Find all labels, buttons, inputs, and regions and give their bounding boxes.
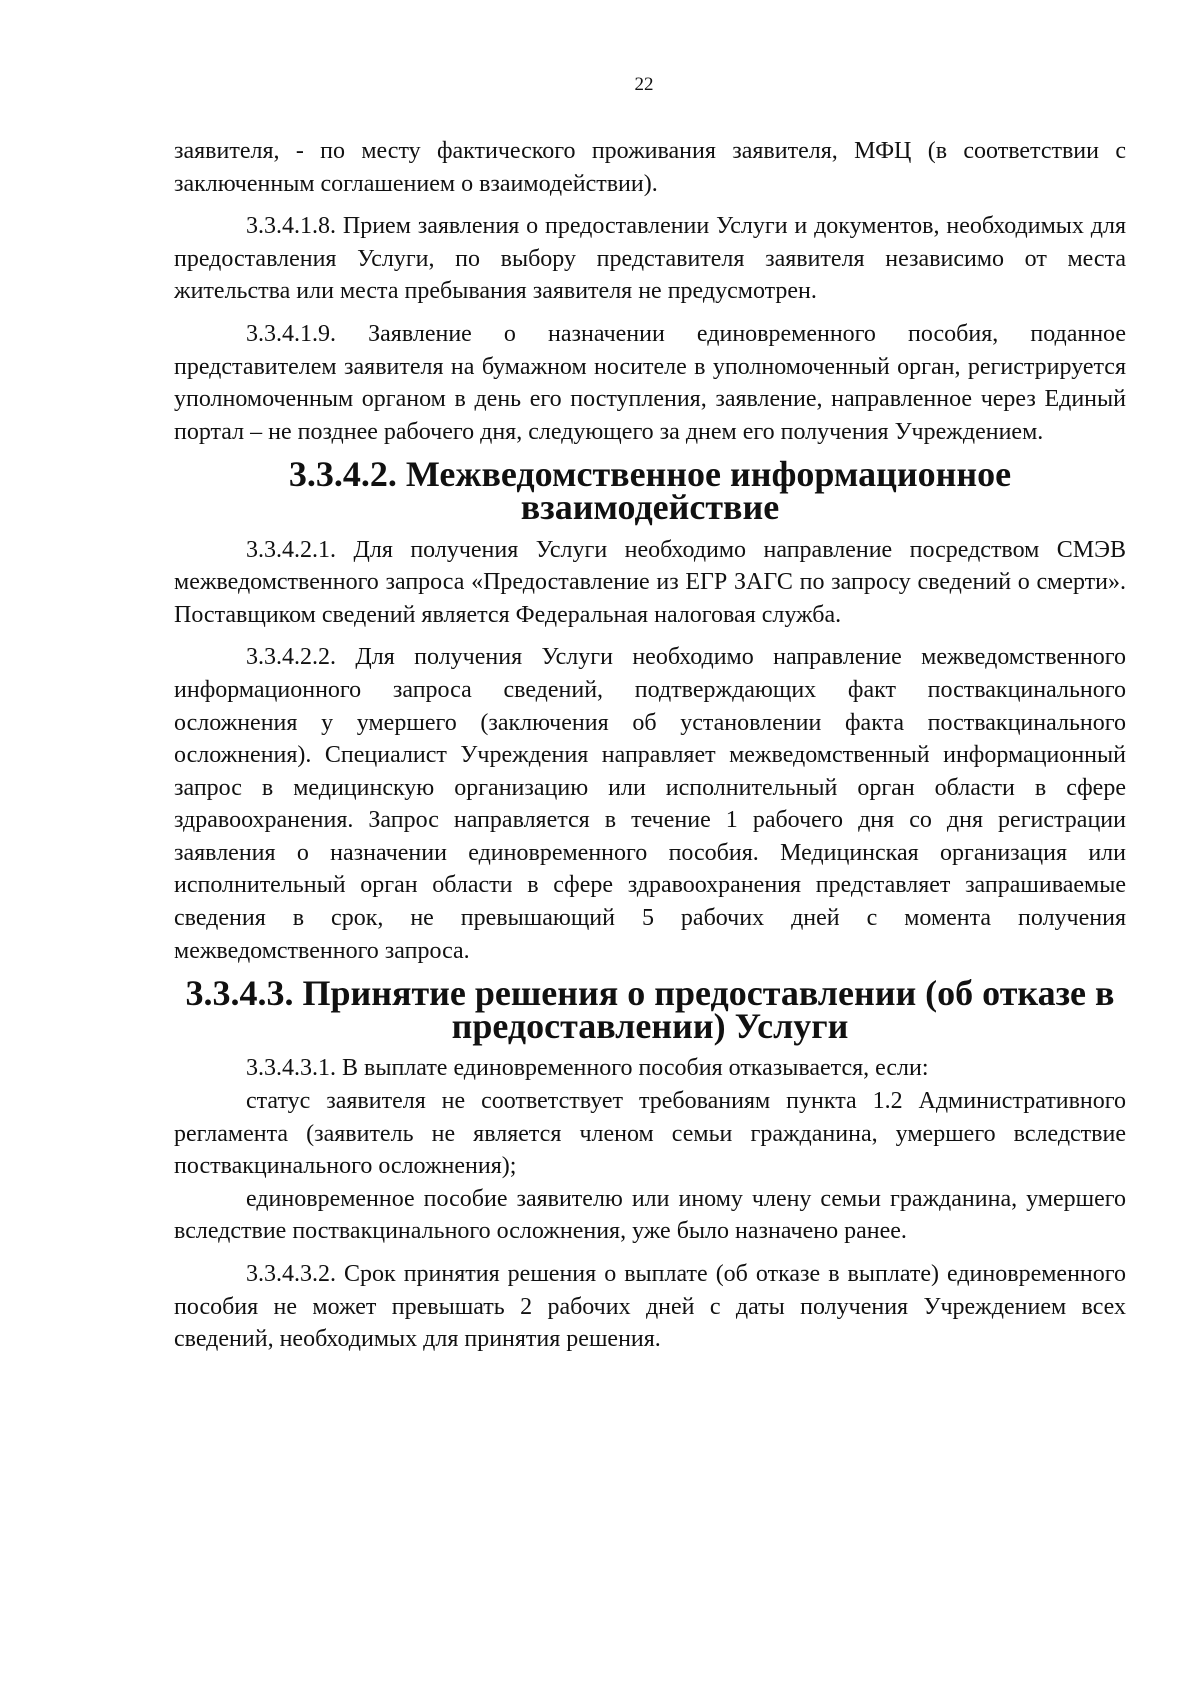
paragraph-3-3-4-3-1: 3.3.4.3.1. В выплате единовременного пособия отказывается, если:	[246, 1055, 929, 1082]
paragraph-continuation: заявителя, - по месту фактического проживания заявителя, МФЦ (в соответствии с заключенным соглашением о взаимодействии).	[174, 138, 1126, 197]
paragraph-3-3-4-2-1: 3.3.4.2.1. Для получения Услуги необходимо направление посредством СМЭВ межведомственного запроса «Предоставление из ЕГР ЗАГС по запросу сведений о смерти». Поставщиком сведений является Федеральная налоговая служба.	[174, 536, 1126, 628]
paragraph-3-3-4-1-9: 3.3.4.1.9. Заявление о назначении единовременного пособия, поданное представителем заявителя на бумажном носителе в уполномоченный орган, регистрируется уполномоченным органом в день его поступления, заявление, направленное через Единый портал – не позднее рабочего дня, следующего за днем его получения Учреждением.	[174, 320, 1126, 445]
paragraph-refusal-reason-1: статус заявителя не соответствует требованиям пункта 1.2 Административного регламента (заявитель не является членом семьи гражданина, умершего вследствие поствакцинального осложнения);	[174, 1088, 1126, 1180]
paragraph-refusal-reason-2: единовременное пособие заявителю или иному члену семьи гражданина, умершего вследствие поствакцинального осложнения, уже было назначено ранее.	[174, 1185, 1126, 1245]
section-heading-3-3-4-2: 3.3.4.2. Межведомственное информационное взаимодействие	[288, 454, 1012, 527]
paragraph-3-3-4-1-8: 3.3.4.1.8. Прием заявления о предоставлении Услуги и документов, необходимых для предоставления Услуги, по выбору представителя заявителя независимо от места жительства или места пребывания заявителя не предусмотрен.	[174, 213, 1126, 305]
section-heading-3-3-4-3-line1: 3.3.4.3. Принятие решения о предоставлении (об отказе в	[185, 973, 1115, 1014]
document-body	[174, 135, 1126, 1366]
page-number: 22	[634, 74, 654, 95]
section-heading-3-3-4-3	[174, 973, 1126, 1046]
paragraph-3-3-4-3-2: 3.3.4.3.2. Срок принятия решения о выплате (об отказе в выплате) единовременного пособия не может превышать 2 рабочих дней с даты получения Учреждением всех сведений, необходимых для принятия решения.	[174, 1261, 1126, 1353]
paragraph-3-3-4-2-2: 3.3.4.2.2. Для получения Услуги необходимо направление межведомственного информационного запроса сведений, подтверждающих факт поствакцинального осложнения у умершего (заключения об установлении факта поствакцинального осложнения). Специалист Учреждения направляет межведомственный информационный запрос в медицинскую организацию или исполнительный орган области в сфере здравоохранения. Запрос направляется в течение 1 рабочего дня со дня регистрации заявления о назначении единовременного пособия. Медицинская организация или исполнительный орган области в сфере здравоохранения представляет запрашиваемые сведения в срок, не превышающий 5 рабочих дней с момента получения межведомственного запроса.	[174, 644, 1126, 964]
section-heading-3-3-4-3-line2: предоставлении) Услуги	[451, 1005, 849, 1046]
